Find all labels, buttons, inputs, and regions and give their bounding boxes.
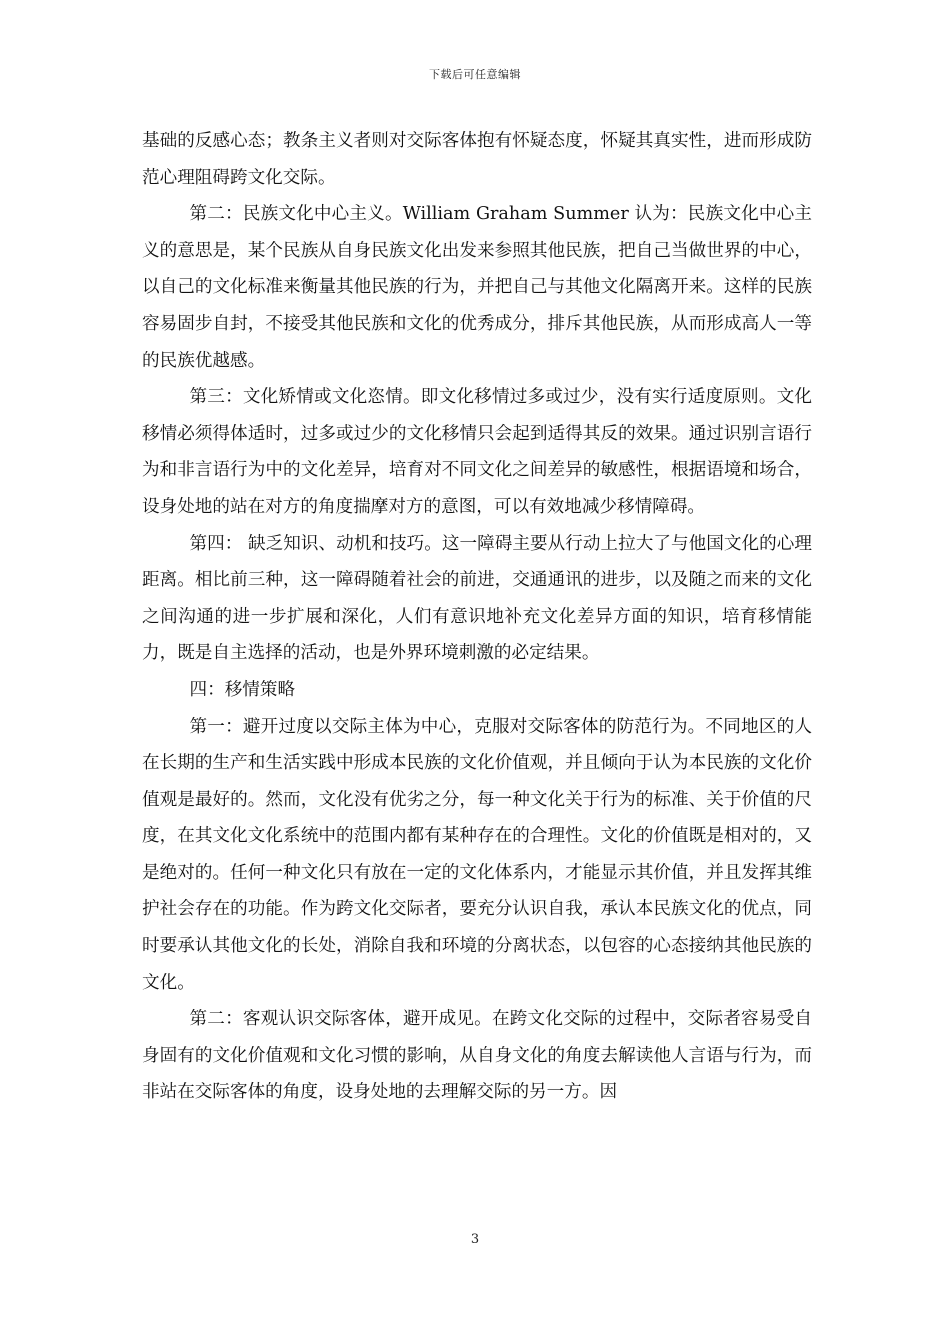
document-body bbox=[142, 123, 812, 1111]
paragraph-strategy-two: 第二：客观认识交际客体，避开成见。在跨文化交际的过程中，交际者容易受自身固有的文化价值观和文化习惯的影响，从自身文化的角度去解读他人言语与行为，而非站在交际客体的角度，设身处地的去理解交际的另一方。因 bbox=[142, 1009, 812, 1103]
page-number: 3 bbox=[470, 1232, 480, 1247]
paragraph-strategy-one: 第一：避开过度以交际主体为中心，克服对交际客体的防范行为。不同地区的人在长期的生产和生活实践中形成本民族的文化价值观，并且倾向于认为本民族的文化价值观是最好的。然而，文化没有优劣之分，每一种文化关于行为的标准、关于价值的尺度，在其文化文化系统中的范围内都有某种存在的合理性。文化的价值既是相对的，又是绝对的。任何一种文化只有放在一定的文化体系内，才能显示其价值，并且发挥其维护社会存在的功能。作为跨文化交际者，要充分认识自我，承认本民族文化的优点，同时要承认其他文化的长处，消除自我和环境的分离状态，以包容的心态接纳其他民族的文化。 bbox=[142, 716, 812, 993]
section-heading-empathy-strategies: 四：移情策略 bbox=[189, 679, 296, 700]
paragraph-ethnocentrism: 第二：民族文化中心主义。William Graham Summer 认为：民族文化中心主义的意思是，某个民族从自身民族文化出发来参照其他民族，把自己当做世界的中心，以自己的文化标准来衡量其他民族的行为，并把自己与其他文化隔离开来。这样的民族容易固步自封，不接受其他民族和文化的优秀成分，排斥其他民族，从而形成高人一等的民族优越感。 bbox=[142, 204, 812, 371]
paragraph-cultural-empathy-excess: 第三：文化矫情或文化恣情。即文化移情过多或过少，没有实行适度原则。文化移情必须得体适时，过多或过少的文化移情只会起到适得其反的效果。通过识别言语行为和非言语行为中的文化差异，培育对不同文化之间差异的敏感性，根据语境和场合，设身处地的站在对方的角度揣摩对方的意图，可以有效地减少移情障碍。 bbox=[142, 387, 812, 517]
page-header: 下载后可任意编辑 bbox=[429, 68, 521, 81]
paragraph-continuation: 基础的反感心态；教条主义者则对交际客体抱有怀疑态度，怀疑其真实性，进而形成防范心理阻碍跨文化交际。 bbox=[142, 131, 812, 188]
paragraph-lack-of-knowledge: 第四： 缺乏知识、动机和技巧。这一障碍主要从行动上拉大了与他国文化的心理距离。相比前三种，这一障碍随着社会的前进，交通通讯的进步，以及随之而来的文化之间沟通的进一步扩展和深化，人们有意识地补充文化差异方面的知识，培育移情能力，既是自主选择的活动，也是外界环境刺激的必定结果。 bbox=[142, 533, 812, 664]
